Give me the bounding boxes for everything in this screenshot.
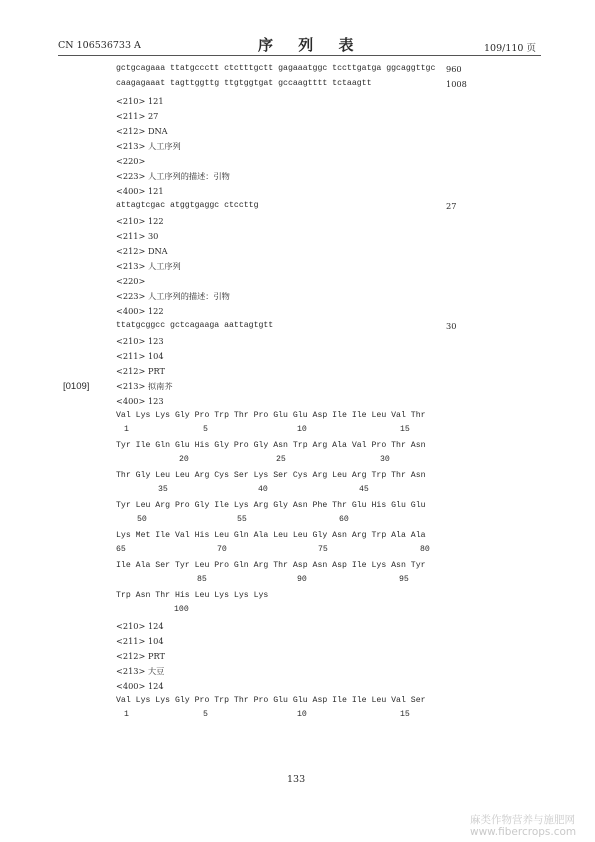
residue-number: 15 xyxy=(400,425,410,434)
length-field: <211> 27 xyxy=(116,111,159,121)
feature-field: <220> xyxy=(116,156,146,166)
protein-sequence-row: Lys Met Ile Val His Leu Gln Ala Leu Leu Gly Asn Arg Trp Ala Ala xyxy=(116,531,426,540)
sequence-line: caagagaaat tagttggttg ttgtggtgat gccaagtttt tctaagtt xyxy=(116,79,372,88)
organism-field: <213> 人工序列 xyxy=(116,141,181,151)
organism-field: <213> 大豆 xyxy=(116,666,165,676)
residue-number: 5 xyxy=(203,710,208,719)
residue-number: 55 xyxy=(237,515,247,524)
paragraph-number: [0109] xyxy=(63,381,90,392)
residue-number: 5 xyxy=(203,425,208,434)
protein-sequence-row: Thr Gly Leu Leu Arg Cys Ser Lys Ser Cys Arg Leu Arg Trp Thr Asn xyxy=(116,471,426,480)
residue-number: 80 xyxy=(420,545,430,554)
page-indicator: 109/110 页 xyxy=(484,43,536,54)
sequence-position: 27 xyxy=(446,201,457,211)
residue-number: 35 xyxy=(158,485,168,494)
watermark-text: 麻类作物营养与施肥网 xyxy=(470,814,575,826)
header-rule xyxy=(58,55,541,56)
watermark-url: www.fibercrops.com xyxy=(470,826,577,838)
residue-number: 1 xyxy=(124,710,129,719)
residue-number: 50 xyxy=(137,515,147,524)
organism-field: <213> 人工序列 xyxy=(116,261,181,271)
residue-number: 70 xyxy=(217,545,227,554)
sequence-position: 1008 xyxy=(446,79,467,89)
protein-sequence-row: Tyr Ile Gln Glu His Gly Pro Gly Asn Trp Arg Ala Val Pro Thr Asn xyxy=(116,441,426,450)
page-number: 133 xyxy=(287,774,306,785)
type-field: <212> DNA xyxy=(116,246,168,256)
length-field: <211> 30 xyxy=(116,231,159,241)
residue-number: 85 xyxy=(197,575,207,584)
residue-number: 60 xyxy=(339,515,349,524)
protein-sequence-row: Trp Asn Thr His Leu Lys Lys Lys xyxy=(116,591,269,600)
residue-number: 30 xyxy=(380,455,390,464)
sequence-position: 30 xyxy=(446,321,457,331)
protein-sequence-row: Tyr Leu Arg Pro Gly Ile Lys Arg Gly Asn Phe Thr Glu His Glu Glu xyxy=(116,501,426,510)
length-field: <211> 104 xyxy=(116,351,164,361)
sequence-line: gctgcagaaa ttatgccctt ctctttgctt gagaaatggc tccttgatga ggcaggttgc xyxy=(116,64,436,73)
sequence-line: attagtcgac atggtgaggc ctccttg xyxy=(116,201,259,210)
sequence-header: <400> 123 xyxy=(116,396,164,406)
description-field: <223> 人工序列的描述：引物 xyxy=(116,171,230,181)
seq-id-field: <210> 124 xyxy=(116,621,164,631)
residue-number: 45 xyxy=(359,485,369,494)
type-field: <212> DNA xyxy=(116,126,168,136)
residue-number: 100 xyxy=(174,605,189,614)
protein-sequence-row: Val Lys Lys Gly Pro Trp Thr Pro Glu Glu Asp Ile Ile Leu Val Thr xyxy=(116,411,426,420)
organism-field: <213> 拟南芥 xyxy=(116,381,173,391)
description-field: <223> 人工序列的描述：引物 xyxy=(116,291,230,301)
residue-number: 95 xyxy=(399,575,409,584)
residue-number: 40 xyxy=(258,485,268,494)
residue-number: 75 xyxy=(318,545,328,554)
type-field: <212> PRT xyxy=(116,366,165,376)
seq-id-field: <210> 121 xyxy=(116,96,164,106)
protein-sequence-row: Ile Ala Ser Tyr Leu Pro Gln Arg Thr Asp Asn Asp Ile Lys Asn Tyr xyxy=(116,561,426,570)
type-field: <212> PRT xyxy=(116,651,165,661)
sequence-header: <400> 122 xyxy=(116,306,164,316)
residue-number: 65 xyxy=(116,545,126,554)
sequence-position: 960 xyxy=(446,64,462,74)
protein-sequence-row: Val Lys Lys Gly Pro Trp Thr Pro Glu Glu Asp Ile Ile Leu Val Ser xyxy=(116,696,426,705)
feature-field: <220> xyxy=(116,276,146,286)
page-title: 序 列 表 xyxy=(258,36,364,54)
residue-number: 90 xyxy=(297,575,307,584)
residue-number: 10 xyxy=(297,425,307,434)
residue-number: 1 xyxy=(124,425,129,434)
sequence-header: <400> 124 xyxy=(116,681,164,691)
residue-number: 10 xyxy=(297,710,307,719)
residue-number: 25 xyxy=(276,455,286,464)
length-field: <211> 104 xyxy=(116,636,164,646)
seq-id-field: <210> 122 xyxy=(116,216,164,226)
sequence-header: <400> 121 xyxy=(116,186,164,196)
publication-number: CN 106536733 A xyxy=(58,40,141,51)
sequence-line: ttatgcggcc gctcagaaga aattagtgtt xyxy=(116,321,274,330)
residue-number: 20 xyxy=(179,455,189,464)
seq-id-field: <210> 123 xyxy=(116,336,164,346)
residue-number: 15 xyxy=(400,710,410,719)
